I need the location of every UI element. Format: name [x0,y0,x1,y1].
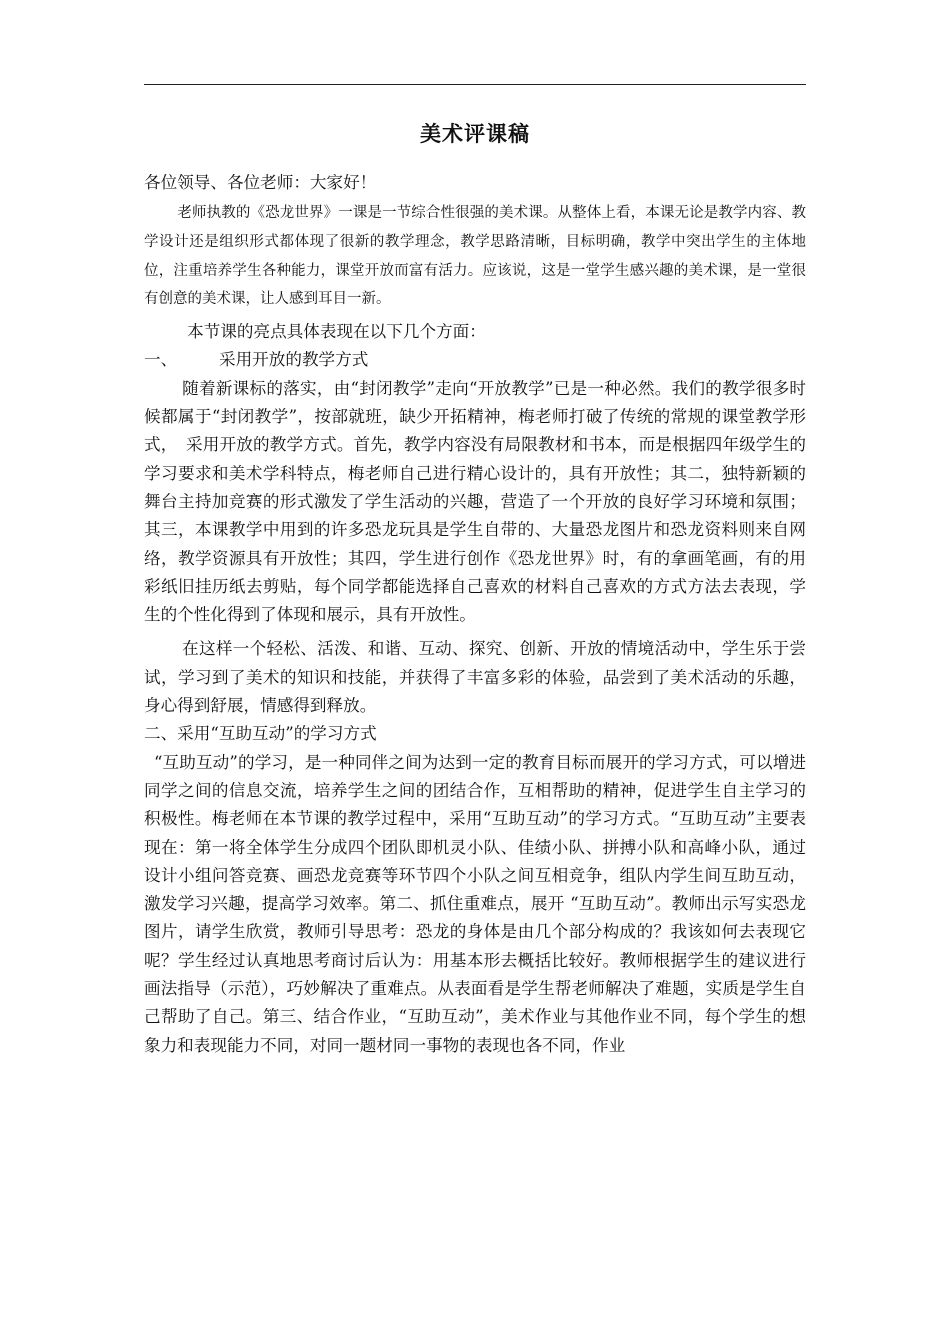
greeting: 各位领导、各位老师：大家好！ [144,173,377,192]
section-1-number: 一、 [144,350,178,370]
lead-paragraph: 本节课的亮点具体表现在以下几个方面： [187,322,486,342]
section-1-paragraph-2: 在这样一个轻松、活泼、和谐、互动、探究、创新、开放的情境活动中，学生乐于尝试，学习到了美术的知识和技能，并获得了丰富多彩的体验，品尝到了美术活动的乐趣，身心得到舒展，情感得到释放。 [144,639,806,716]
section-2-heading: 二、采用“互助互动”的学习方式 [144,724,377,744]
intro-paragraph: 老师执教的《恐龙世界》一课是一节综合性很强的美术课。从整体上看，本课无论是教学内容、教学设计还是组织形式都体现了很新的教学理念，教学思路清晰，目标明确，教学中突出学生的主体地位，注重培养学生各种能力，课堂开放而富有活力。应该说，这是一堂学生感兴趣的美术课，是一堂很有创意的美术课，让人感到耳目一新。 [144,205,806,308]
header-rule [144,84,806,85]
section-1-heading [144,346,806,374]
document-title: 美术评课稿 [420,122,530,146]
section-1-title: 采用开放的教学方式 [219,350,369,370]
document-body [144,168,806,1060]
section-2-paragraph-1: “互助互动”的学习，是一种同伴之间为达到一定的教育目标而展开的学习方式，可以增进同学之间的信息交流，培养学生之间的团结合作，互相帮助的精神，促进学生自主学习的积极性。梅老师在本节课的教学过程中，采用“互助互动”的学习方式。“互助互动”主要表现在：第一将全体学生分成四个团队即机灵小队、佳绩小队、拼搏小队和高峰小队，通过设计小组问答竞赛、画恐龙竞赛等环节四个小队之间互相竞争，组队内学生间互助互动，激发学习兴趣，提高学习效率。第二、抓住重难点，展开 “互助互动”。教师出示写实恐龙图片，请学生欣赏，教师引导思考：恐龙的身体是由几个部分构成的？我该如何去表现它呢？学生经过认真地思考商讨后认为：用基本形去概括比较好。教师根据学生的建议进行画法指导（示范），巧妙解决了重难点。从表面看是学生帮老师解决了难题，实质是学生自己帮助了自己。第三、结合作业，“互助互动”，美术作业与其他作业不同，每个学生的想象力和表现能力不同，对同一题材同一事物的表现也各不同，作业 [144,752,806,1055]
section-1-paragraph-1: 随着新课标的落实，由“封闭教学”走向“开放教学”已是一种必然。我们的教学很多时候都属于“封闭教学”，按部就班，缺少开拓精神，梅老师打破了传统的常规的课堂教学形式， 采用开放的教学方式。首先，教学内容没有局限教材和书本，而是根据四年级学生的学习要求和美术学科特点，梅老师自己进行精心设计的，具有开放性；其二，独特新颖的舞台主持加竞赛的形式激发了学生活动的兴趣，营造了一个开放的良好学习环境和氛围；其三，本课教学中用到的许多恐龙玩具是学生自带的、大量恐龙图片和恐龙资料则来自网络，教学资源具有开放性；其四，学生进行创作《恐龙世界》时，有的拿画笔画，有的用彩纸旧挂历纸去剪贴，每个同学都能选择自己喜欢的材料自己喜欢的方式方法去表现，学生的个性化得到了体现和展示，具有开放性。 [144,378,806,625]
